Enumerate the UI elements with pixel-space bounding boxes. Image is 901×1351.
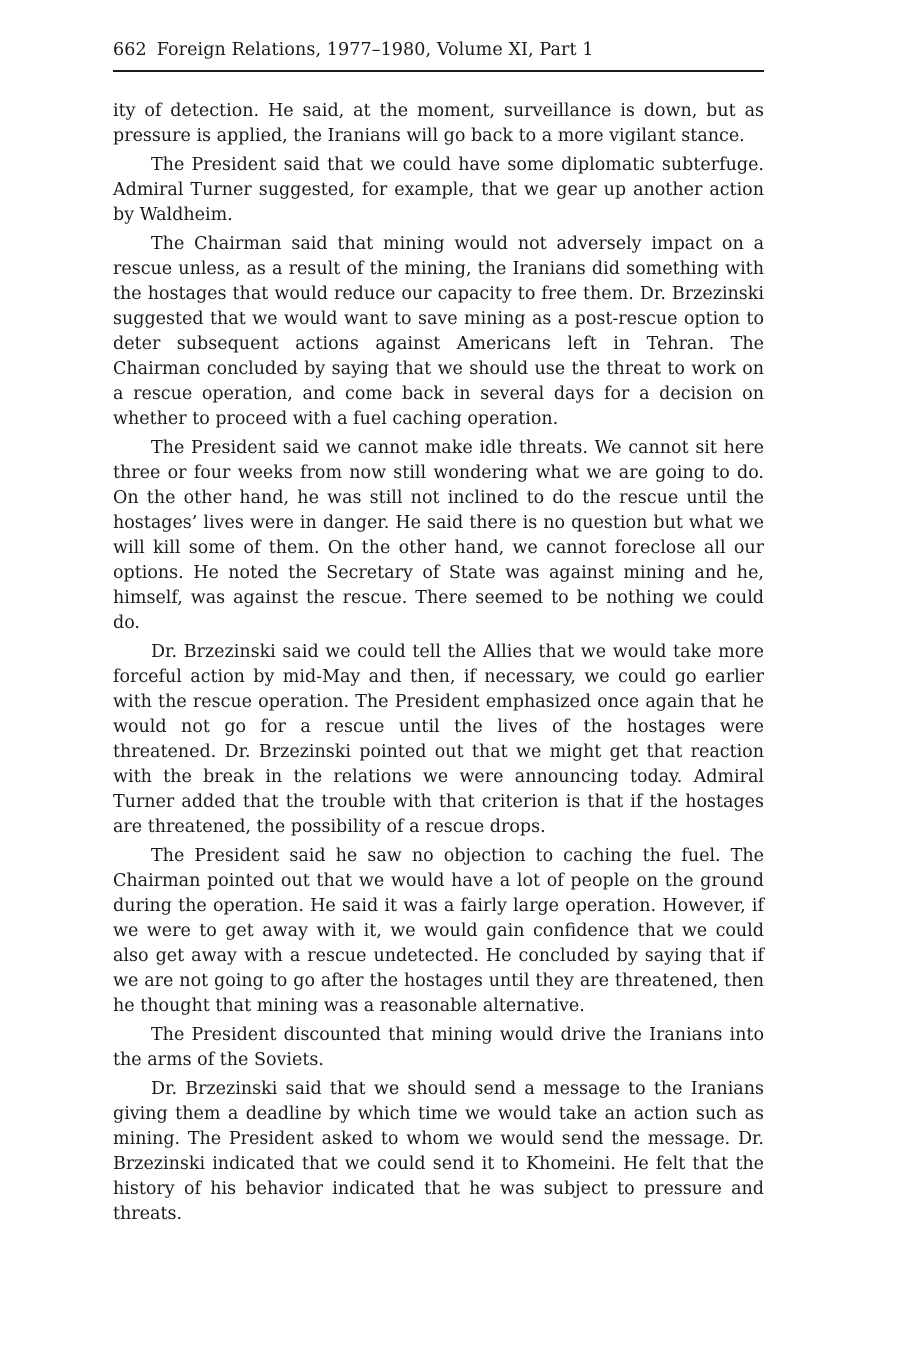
- running-title: Foreign Relations, 1977–1980, Volume XI, Part 1: [156, 40, 594, 60]
- paragraph-3: The Chairman said that mining would not adversely impact on a rescue unless, as a result of the mining, the Iranians did something with the hostages that would reduce our capacity to free them. Dr. Brzezinski suggested that we would want to save mining as a post-rescue option to deter subsequent actions against Americans left in Tehran. The Chairman concluded by saying that we should use the threat to work on a rescue operation, and come back in several days for a decision on whether to proceed with a fuel caching operation.: [113, 234, 764, 429]
- body-text: [113, 99, 764, 1231]
- paragraph-5: Dr. Brzezinski said we could tell the Allies that we would take more forceful action by mid-May and then, if necessary, we could go earlier with the rescue operation. The President emphasized once again that he would not go for a rescue until the lives of the hostages were threatened. Dr. Brzezinski pointed out that we might get that reaction with the break in the relations we were announcing today. Admiral Turner added that the trouble with that criterion is that if the hostages are threatened, the possibility of a rescue drops.: [113, 642, 764, 837]
- paragraph-2: The President said that we could have some diplomatic subterfuge. Admiral Turner suggested, for example, that we gear up another action by Waldheim.: [113, 155, 764, 225]
- paragraph-4: The President said we cannot make idle threats. We cannot sit here three or four weeks from now still wondering what we are going to do. On the other hand, he was still not inclined to do the rescue until the hostages’ lives were in danger. He said there is no question but what we will kill some of them. On the other hand, we cannot foreclose all our options. He noted the Secretary of State was against mining and he, himself, was against the rescue. There seemed to be nothing we could do.: [113, 438, 764, 633]
- page-number: 662: [113, 40, 147, 60]
- paragraph-6: The President said he saw no objection to caching the fuel. The Chairman pointed out that we would have a lot of people on the ground during the operation. He said it was a fairly large operation. However, if we were to get away with it, we would gain confidence that we could also get away with a rescue undetected. He concluded by saying that if we are not going to go after the hostages until they are threatened, then he thought that mining was a reasonable alternative.: [113, 846, 764, 1016]
- paragraph-8: Dr. Brzezinski said that we should send a message to the Iranians giving them a deadline by which time we would take an action such as mining. The President asked to whom we would send the message. Dr. Brzezinski indicated that we could send it to Khomeini. He felt that the history of his behavior indicated that he was subject to pressure and threats.: [113, 1079, 764, 1224]
- paragraph-7: The President discounted that mining would drive the Iranians into the arms of the Soviets.: [113, 1025, 764, 1070]
- header-text: [113, 40, 594, 60]
- running-header: [113, 38, 764, 72]
- paragraph-1: ity of detection. He said, at the moment, surveillance is down, but as pressure is applied, the Iranians will go back to a more vigilant stance.: [113, 101, 764, 146]
